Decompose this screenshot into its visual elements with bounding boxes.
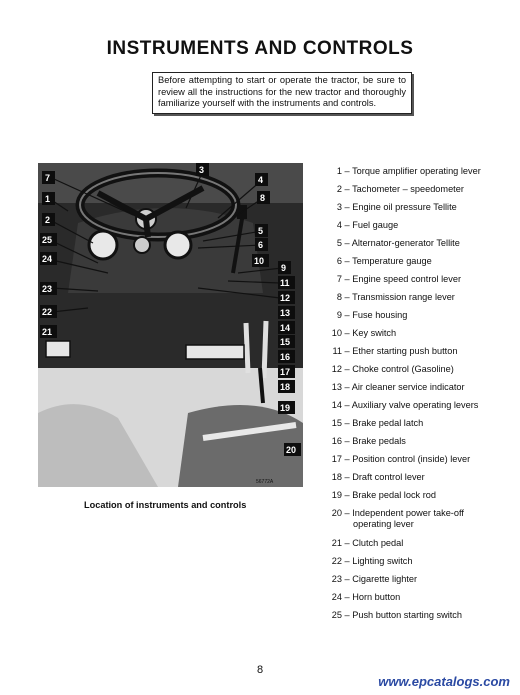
- callout-2: [42, 213, 55, 226]
- watermark: www.epcatalogs.com: [378, 674, 510, 689]
- legend-item-label: Air cleaner service indicator: [351, 382, 465, 392]
- legend-item: 22 – Lighting switch: [326, 556, 516, 567]
- legend-item: 11 – Ether starting push button: [326, 346, 516, 357]
- callout-6: [255, 238, 268, 251]
- svg-text:13: 13: [280, 308, 291, 318]
- legend-item-label: Engine speed control lever: [352, 274, 462, 284]
- legend-item: 20 – Independent power take-off operating lever: [326, 508, 516, 530]
- legend-item-number: 23: [331, 574, 342, 584]
- legend-item-label: Choke control (Gasoline): [352, 364, 454, 374]
- legend-item-number: 14: [331, 400, 342, 410]
- callout-9: [278, 261, 291, 274]
- legend-item-label: Torque amplifier operating lever: [352, 166, 481, 176]
- controls-photo-svg: [38, 163, 303, 487]
- legend-item-number: 24: [331, 592, 342, 602]
- legend-item-label: Tachometer – speedometer: [352, 184, 464, 194]
- legend-item-number: 12: [331, 364, 342, 374]
- legend-item-label: Clutch pedal: [352, 538, 404, 548]
- legend-item: 4 – Fuel gauge: [326, 220, 516, 231]
- legend-item-number: 17: [331, 454, 342, 464]
- legend-item: 23 – Cigarette lighter: [326, 574, 516, 585]
- svg-text:18: 18: [280, 382, 291, 392]
- callout-14: [278, 321, 295, 334]
- legend-item: 24 – Horn button: [326, 592, 516, 603]
- auxiliary-lever: [246, 323, 248, 373]
- callout-13: [278, 306, 295, 319]
- center-gauge: [134, 237, 150, 253]
- legend-item-number: 5: [336, 238, 342, 248]
- svg-text:8: 8: [260, 193, 266, 203]
- legend-item-number: 20: [331, 508, 342, 518]
- legend-item: 1 – Torque amplifier operating lever: [326, 166, 516, 177]
- legend-item-label: Brake pedal latch: [352, 418, 424, 428]
- legend-item-label: Lighting switch: [352, 556, 413, 566]
- photo-code: 56772A: [256, 479, 274, 485]
- legend-item-number: 16: [331, 436, 342, 446]
- svg-text:14: 14: [280, 323, 291, 333]
- callout-25: [40, 233, 57, 246]
- legend-item: 25 – Push button starting switch: [326, 610, 516, 621]
- callout-17: [278, 365, 295, 378]
- svg-text:23: 23: [42, 284, 53, 294]
- legend-item-number: 11: [332, 346, 342, 356]
- callout-20: [284, 443, 301, 456]
- svg-text:22: 22: [42, 307, 53, 317]
- legend-item: 7 – Engine speed control lever: [326, 274, 516, 285]
- callout-24: [40, 252, 57, 265]
- legend-item: 15 – Brake pedal latch: [326, 418, 516, 429]
- callout-11: [278, 276, 295, 289]
- svg-text:10: 10: [254, 256, 265, 266]
- legend-item-label: Key switch: [352, 328, 397, 338]
- callout-19: [278, 401, 295, 414]
- legend-item-number: 4: [336, 220, 342, 230]
- legend-item-label: Fuel gauge: [352, 220, 399, 230]
- legend-item: 14 – Auxiliary valve operating levers: [326, 400, 516, 411]
- legend-item-number: 15: [331, 418, 342, 428]
- steering-spoke: [146, 219, 148, 237]
- callout-18: [278, 380, 295, 393]
- callout-22: [40, 305, 57, 318]
- legend-item: 9 – Fuse housing: [326, 310, 516, 321]
- svg-text:3: 3: [199, 165, 205, 175]
- callout-5: [255, 224, 268, 237]
- legend-item: 12 – Choke control (Gasoline): [326, 364, 516, 375]
- legend-item-label: Position control (inside) lever: [352, 454, 471, 464]
- legend-item-number: 8: [336, 292, 342, 302]
- svg-text:16: 16: [280, 352, 291, 362]
- page-title: INSTRUMENTS AND CONTROLS: [106, 38, 414, 59]
- legend-item-label: Push button starting switch: [352, 610, 463, 620]
- legend-item-number: 19: [331, 490, 342, 500]
- callout-15: [278, 335, 295, 348]
- svg-text:15: 15: [280, 337, 291, 347]
- legend-item-number: 22: [331, 556, 342, 566]
- legend-item: 8 – Transmission range lever: [326, 292, 516, 303]
- temperature-gauge: [165, 232, 191, 258]
- callout-8: [257, 191, 270, 204]
- auxiliary-lever: [264, 321, 266, 378]
- legend-item: 6 – Temperature gauge: [326, 256, 516, 267]
- legend-item-label: Horn button: [352, 592, 401, 602]
- svg-text:17: 17: [280, 367, 291, 377]
- svg-text:11: 11: [280, 278, 290, 288]
- svg-text:1: 1: [45, 194, 51, 204]
- legend-item-label: Engine oil pressure Tellite: [352, 202, 457, 212]
- legend-item: 17 – Position control (inside) lever: [326, 454, 516, 465]
- clutch-pedal: [46, 341, 70, 357]
- legend-item: 13 – Air cleaner service indicator: [326, 382, 516, 393]
- legend-item-label-continued: operating lever: [353, 519, 414, 529]
- legend-item-label: Auxiliary valve operating levers: [351, 400, 479, 410]
- legend-item: 19 – Brake pedal lock rod: [326, 490, 516, 501]
- legend-item: 3 – Engine oil pressure Tellite: [326, 202, 516, 213]
- controls-legend: [326, 166, 516, 628]
- legend-item: 21 – Clutch pedal: [326, 538, 516, 549]
- callout-7: [42, 171, 55, 184]
- legend-item: 5 – Alternator-generator Tellite: [326, 238, 516, 249]
- callout-4: [255, 173, 268, 186]
- legend-item-number: 3: [336, 202, 342, 212]
- callout-12: [278, 291, 295, 304]
- svg-text:6: 6: [258, 240, 264, 250]
- svg-text:4: 4: [258, 175, 264, 185]
- legend-item-number: 13: [331, 382, 342, 392]
- legend-item-label: Draft control lever: [352, 472, 425, 482]
- brake-pedals: [186, 345, 244, 359]
- legend-item-number: 2: [336, 184, 342, 194]
- controls-photo: [38, 163, 303, 487]
- safety-notice: Before attempting to start or operate the tractor, be sure to review all the instructions for the new tractor and thoroughly familiarize yourself with the instruments and controls.: [152, 72, 412, 114]
- legend-item-number: 18: [331, 472, 342, 482]
- legend-item: 10 – Key switch: [326, 328, 516, 339]
- svg-text:21: 21: [42, 327, 53, 337]
- svg-text:24: 24: [42, 254, 53, 264]
- callout-10: [252, 254, 269, 267]
- photo-caption: Location of instruments and controls: [84, 500, 247, 510]
- callout-16: [278, 350, 295, 363]
- legend-item-label: Temperature gauge: [352, 256, 432, 266]
- legend-item-label: Brake pedals: [352, 436, 406, 446]
- tachometer-gauge: [89, 231, 117, 259]
- legend-item: 2 – Tachometer – speedometer: [326, 184, 516, 195]
- legend-item-label: Brake pedal lock rod: [352, 490, 436, 500]
- svg-text:19: 19: [280, 403, 291, 413]
- legend-item-label: Independent power take-off: [352, 508, 464, 518]
- legend-item-number: 10: [331, 328, 342, 338]
- legend-item-number: 7: [336, 274, 342, 284]
- svg-text:7: 7: [45, 173, 51, 183]
- legend-item-label: Fuse housing: [352, 310, 408, 320]
- legend-item-label: Cigarette lighter: [352, 574, 418, 584]
- svg-text:9: 9: [281, 263, 287, 273]
- callout-21: [40, 325, 57, 338]
- legend-item: 18 – Draft control lever: [326, 472, 516, 483]
- callout-3: [196, 163, 209, 176]
- legend-item-number: 25: [331, 610, 342, 620]
- callout-23: [40, 282, 57, 295]
- callout-1: [42, 192, 55, 205]
- svg-text:2: 2: [45, 215, 51, 225]
- legend-item-label: Ether starting push button: [352, 346, 458, 356]
- page-number: 8: [256, 664, 264, 676]
- legend-item-number: 1: [336, 166, 342, 176]
- legend-item-number: 9: [336, 310, 342, 320]
- legend-item-label: Transmission range lever: [352, 292, 455, 302]
- legend-item-label: Alternator-generator Tellite: [351, 238, 460, 248]
- legend-item-number: 6: [336, 256, 342, 266]
- svg-text:20: 20: [286, 445, 297, 455]
- svg-text:5: 5: [258, 226, 264, 236]
- legend-item-number: 21: [331, 538, 342, 548]
- svg-text:12: 12: [280, 293, 291, 303]
- svg-text:25: 25: [42, 235, 53, 245]
- legend-item: 16 – Brake pedals: [326, 436, 516, 447]
